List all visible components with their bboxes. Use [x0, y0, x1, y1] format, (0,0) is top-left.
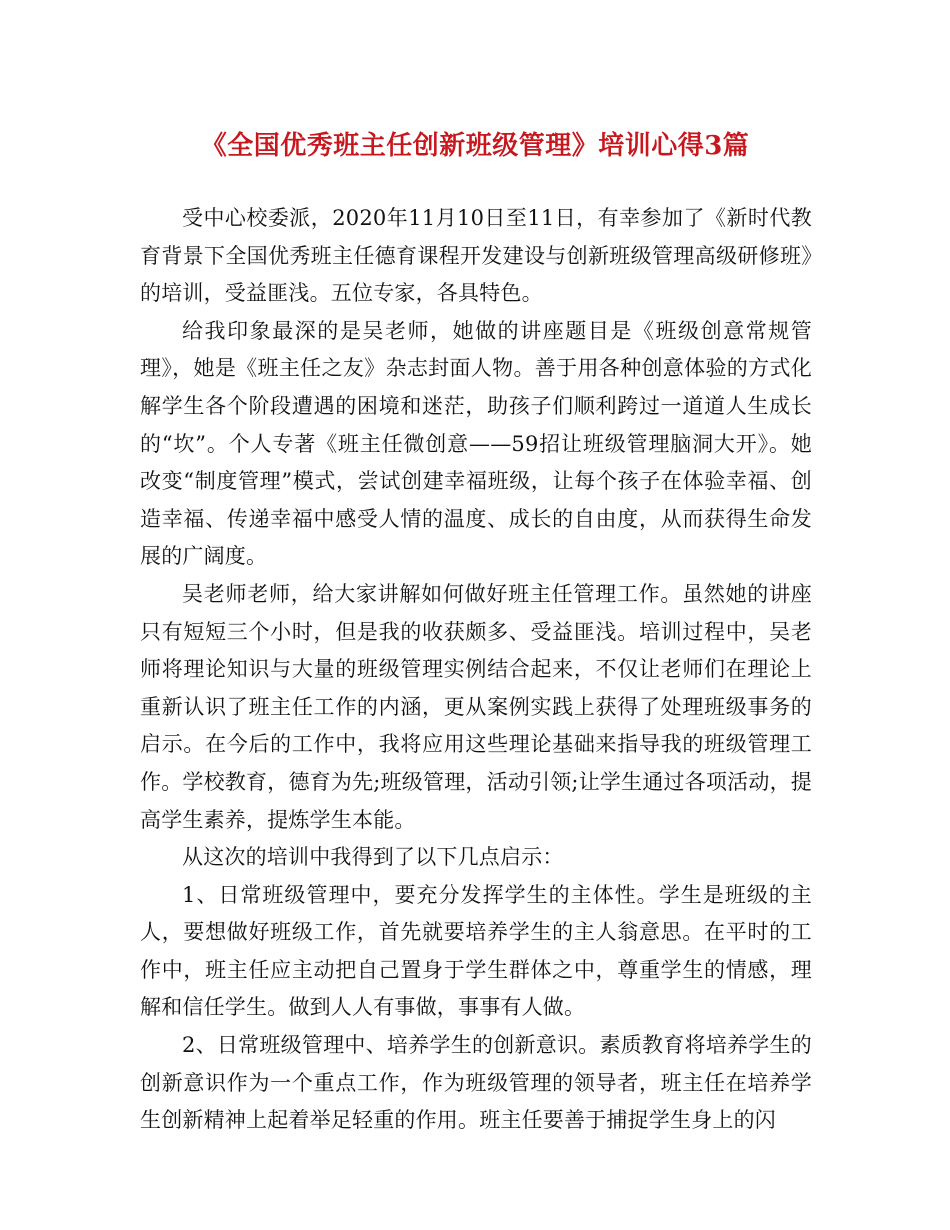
paragraph-6: 2、日常班级管理中、培养学生的创新意识。素质教育将培养学生的创新意识作为一个重点工作，作为班级管理的领导者，班主任在培养学生创新精神上起着举足轻重的作用。班主任要善于捕捉学生身上的闪 — [140, 1033, 812, 1133]
document-title: 《全国优秀班主任创新班级管理》培训心得3篇 — [200, 131, 750, 161]
document-body — [140, 200, 812, 1140]
paragraph-1: 受中心校委派，2020年11月10日至11日，有幸参加了《新时代教育背景下全国优秀班主任德育课程开发建设与创新班级管理高级研修班》的培训，受益匪浅。五位专家，各具特色。 — [140, 206, 812, 306]
paragraph-5: 1、日常班级管理中，要充分发挥学生的主体性。学生是班级的主人，要想做好班级工作，首先就要培养学生的主人翁意思。在平时的工作中，班主任应主动把自己置身于学生群体之中，尊重学生的情感，理解和信任学生。做到人人有事做，事事有人做。 — [140, 882, 812, 1020]
paragraph-4: 从这次的培训中我得到了以下几点启示： — [182, 845, 564, 870]
paragraph-3: 吴老师老师，给大家讲解如何做好班主任管理工作。虽然她的讲座只有短短三个小时，但是我的收获颇多、受益匪浅。培训过程中，吴老师将理论知识与大量的班级管理实例结合起来，不仅让老师们在理论上重新认识了班主任工作的内涵，更从案例实践上获得了处理班级事务的启示。在今后的工作中，我将应用这些理论基础来指导我的班级管理工作。学校教育，德育为先;班级管理，活动引领;让学生通过各项活动，提高学生素养，提炼学生本能。 — [140, 581, 812, 832]
paragraph-2: 给我印象最深的是吴老师，她做的讲座题目是《班级创意常规管理》，她是《班主任之友》杂志封面人物。善于用各种创意体验的方式化解学生各个阶段遭遇的困境和迷茫，助孩子们顺利跨过一道道人生成长的“坎”。个人专著《班主任微创意——59招让班级管理脑洞大开》。她改变“制度管理”模式，尝试创建幸福班级，让每个孩子在体验幸福、创造幸福、传递幸福中感受人情的温度、成长的自由度，从而获得生命发展的广阔度。 — [140, 318, 812, 569]
